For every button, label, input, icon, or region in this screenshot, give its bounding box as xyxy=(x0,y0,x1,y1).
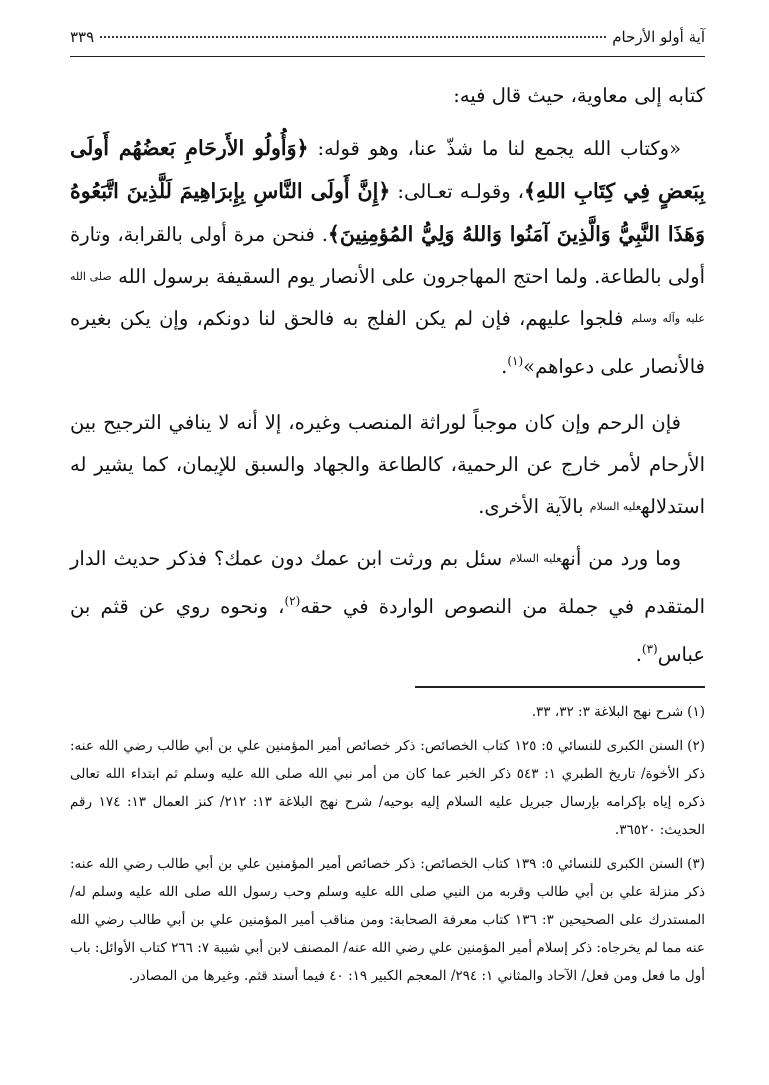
quoted-letter xyxy=(70,127,705,388)
footnote-number: (٢) xyxy=(687,738,705,754)
para2-part-2: بالآية الأخرى. xyxy=(478,495,590,518)
running-header xyxy=(70,28,705,54)
honorific-prophet: صلى الله عليه وآله وسلم xyxy=(70,270,706,325)
footnote-text: السنن الكبرى للنسائي ٥: ١٢٥ كتاب الخصائص: ذكر خصائص أمير المؤمنين علي بن أبي طالب رضي الله عنه: ذكر الأخوة/ تاريخ الطبري ١: ٥٤٣ ذكر الخبر عما كان من أمر نبي الله صلى الله عليه وسلم ثم ابتداء الله تعالى ذكره إياه بإكرامه بإرسال جبريل عليه السلام إليه بوحيه/ شرح نهج البلاغة ١٣: ٢١٢/ كنز العمال ١٣: ١٧٤ رقم الحديث: ٣٦٥٢٠. xyxy=(70,738,705,838)
intro-line: كتابه إلى معاوية، حيث قال فيه: xyxy=(453,84,705,107)
footnote-number: (١) xyxy=(687,704,705,720)
para3-part-2: سئل بم ورثت ابن عمك دون عمك؟ فذكر حديث الدار المتقدم في جملة من النصوص الواردة في حقه xyxy=(70,547,705,618)
header-rule xyxy=(70,56,705,57)
footnote-ref-1: (١) xyxy=(507,354,524,368)
footnote-text: شرح نهج البلاغة ٣: ٣٢، ٣٣. xyxy=(531,704,684,720)
quote-part-1: «وكتاب الله يجمع لنا ما شذّ عنا، وهو قوله: xyxy=(308,137,682,160)
main-text xyxy=(70,75,705,676)
book-page xyxy=(70,28,705,996)
honorific-imam: عليه السلام xyxy=(589,500,642,513)
footnote-ref-2: (٢) xyxy=(284,594,301,608)
para3-end: . xyxy=(635,643,642,666)
footnote-text: السنن الكبرى للنسائي ٥: ١٣٩ كتاب الخصائص: ذكر خصائص أمير المؤمنين علي بن أبي طالب رضي الله عنه: ذكر منزلة علي بن أبي طالب وقربه من النبي صلى الله عليه وسلم وحب رسول الله صلى الله عليه وسلم له/ المستدرك على الصحيحين ٣: ١٣٦ كتاب معرفة الصحابة: ومن مناقب أمير المؤمنين علي بن أبي طالب رضي الله عنه مما لم يخرجاه: ذكر إسلام أمير المؤمنين علي رضي الله عنه/ المصنف لابن أبي شيبة ٧: ٢٦٦ كتاب الأوائل: باب أول ما فعل ومن فعل/ الآحاد والمثاني ١: ٢٩٤/ المعجم الكبير ١٩: ٤٠ فيما أسند قثم. وغيرها من المصادر. xyxy=(70,856,706,984)
quote-end: . xyxy=(501,355,508,378)
quran-verse-1: ﴿وَأُولُو الأَرحَامِ بَعضُهُم أَولَى بِبَعضٍ فِي كِتَابِ اللهِ﴾ xyxy=(70,136,705,203)
header-title: آية أولو الأرحام xyxy=(612,28,705,46)
honorific-imam-2: عليه السلام xyxy=(509,552,562,565)
footnote-2 xyxy=(70,732,705,844)
para2-part-1: فإن الرحم وإن كان موجباً لوراثة المنصب وغيره، إلا أنه لا ينافي الترجيح بين الأرحام لأمر خارج عن الرحمية، كالطاعة والجهاد والسبق للإيمان، كما يشير له استدلاله xyxy=(70,411,705,518)
paragraph-3 xyxy=(70,538,705,676)
footnote-3 xyxy=(70,850,705,990)
quran-verse-2: ﴿إِنَّ أَولَى النَّاسِ بِإِبرَاهِيمَ لَلَّذِينَ اتَّبَعُوهُ وَهَذَا النَّبِيُّ وَالَّذِينَ آمَنُوا وَاللهُ وَلِيُّ المُؤمِنِينَ﴾ xyxy=(70,179,705,246)
quote-part-4: فلجوا عليهم، فإن لم يكن الفلج به فالحق لنا دونكم، وإن يكن بغيره فالأنصار على دعواهم» xyxy=(70,307,705,378)
para3-part-3: ، ونحوه روي عن قثم بن عباس xyxy=(70,595,705,666)
page-number: ٣٣٩ xyxy=(70,28,95,46)
paragraph-2 xyxy=(70,402,705,528)
footnote-1 xyxy=(70,698,705,726)
footnotes xyxy=(70,698,705,990)
quote-part-2: ، وقولـه تعـالى: xyxy=(390,180,524,203)
para3-part-1: وما ورد من أنه xyxy=(561,547,682,570)
footnote-separator xyxy=(415,686,705,688)
footnote-ref-3: (٣) xyxy=(641,642,658,656)
header-dot-leader xyxy=(100,36,606,38)
footnote-number: (٣) xyxy=(687,856,705,872)
quote-part-3: . فنحن مرة أولى بالقرابة، وتارة أولى بالطاعة. ولما احتج المهاجرون على الأنصار يوم السقيفة برسول الله xyxy=(70,223,706,288)
